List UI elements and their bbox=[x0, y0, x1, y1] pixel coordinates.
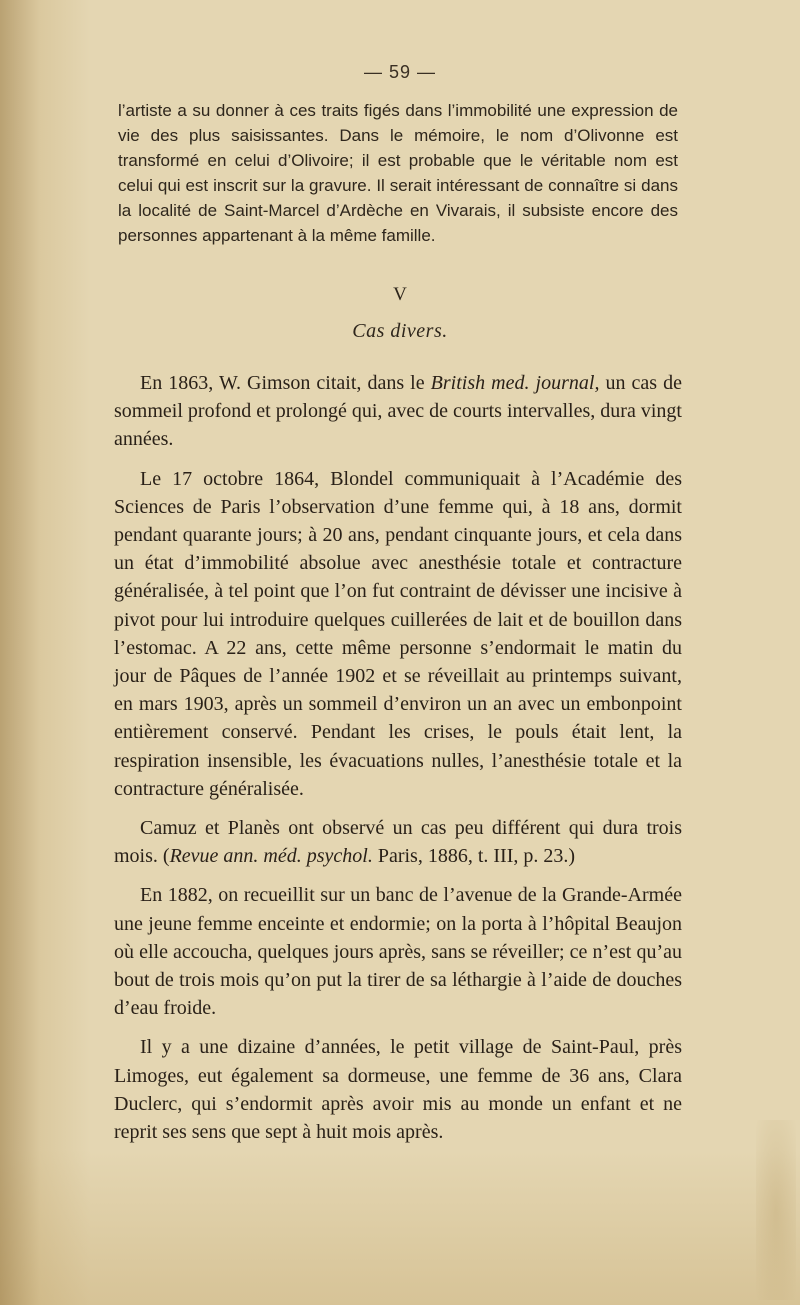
paragraph-camuz bbox=[114, 814, 682, 870]
paragraph-text: un cas de sommeil profond et prolongé qui, avec de courts intervalles, dura vingt années. bbox=[114, 372, 683, 451]
page-number: — 59 — bbox=[363, 62, 437, 82]
paragraph-text: Paris, 1886, t. III, p. 23.) bbox=[372, 845, 576, 868]
paragraph-saint-paul: Il y a une dizaine d’années, le petit village de Saint-Paul, près Limoges, eut également sa dormeuse, une femme de 36 ans, Clara Duclerc, qui s’endormit après avoir mis au monde un enfant et ne reprit ses sens que sept à huit mois après. bbox=[114, 1036, 682, 1144]
paragraph-text: En 1863, W. Gimson citait, dans le bbox=[140, 372, 431, 394]
citation-journal: Revue ann. méd. psychol. bbox=[169, 845, 373, 868]
section-number: V bbox=[393, 284, 407, 305]
section-title: Cas divers. bbox=[352, 320, 448, 342]
paragraph-text: Camuz et Planès ont observé un cas peu différent qui dura trois mois. ( bbox=[114, 817, 682, 868]
paragraph-1882: En 1882, on recueillit sur un banc de l’avenue de la Grande-Armée une jeune femme enceinte et endormie; on la porta à l’hôpital Beaujon où elle accoucha, quelques jours après, sans se réveiller; ce n’est qu’au bout de trois mois qu’on put la tirer de sa léthargie à l’aide de douches d’eau froide. bbox=[114, 884, 682, 1020]
paragraph-gimson bbox=[114, 369, 682, 454]
intro-paragraph: l’artiste a su donner à ces traits figés dans l’immobilité une expression de vie des plus saisissantes. Dans le mémoire, le nom d’Olivonne est transformé en celui d’Olivoire; il est probable que le véritable nom est celui qui est inscrit sur la gravure. Il serait intéressant de connaître si dans la localité de Saint-Marcel d’Ardèche en Vivarais, il subsiste encore des personnes appartenant à la même famille. bbox=[118, 101, 678, 245]
paragraph-blondel: Le 17 octobre 1864, Blondel communiquait à l’Académie des Sciences de Paris l’observation d’une femme qui, à 18 ans, dormit pendant quarante jours; à 20 ans, pendant cinquante jours, et cela dans un état d’immobilité absolue avec anesthésie totale et contracture généralisée, à tel point que l’on fut contraint de dévisser une incisive à pivot pour lui introduire quelques cuillerées de lait et de bouillon dans l’estomac. A 22 ans, cette même personne s’endormait le matin du jour de Pâques de l’année 1902 et se réveillait au printemps suivant, en mars 1903, après un sommeil d’environ un an avec un embonpoint entièrement conservé. Pendant les crises, le pouls était lent, la respiration insensible, les évacuations nulles, l’anesthésie totale et la contracture généralisée. bbox=[114, 467, 682, 800]
citation-journal: British med. journal, bbox=[430, 372, 600, 394]
body-text bbox=[114, 369, 682, 1146]
paper-stain bbox=[756, 1120, 796, 1300]
